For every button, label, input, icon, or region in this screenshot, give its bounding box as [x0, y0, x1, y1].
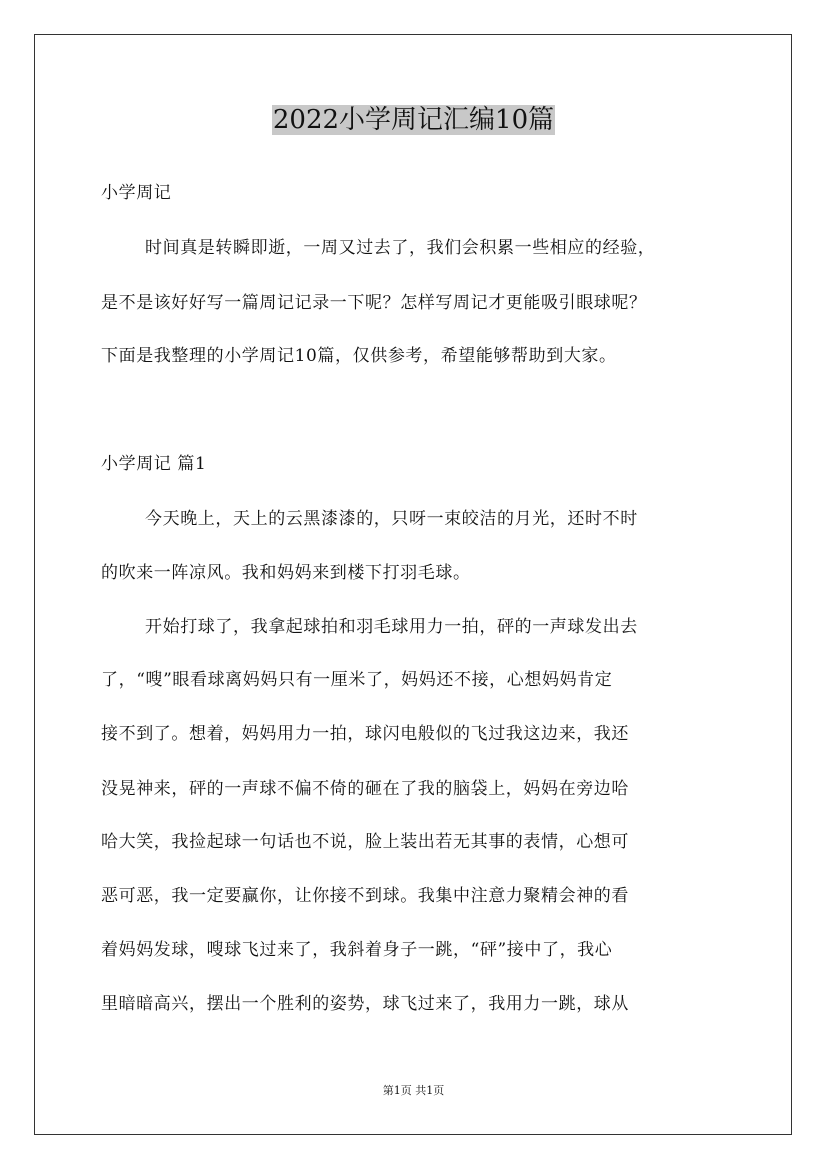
- paragraph-line: 今天晚上，天上的云黑漆漆的，只呀一束皎洁的月光，还时不时: [145, 509, 638, 529]
- paragraph-line: 哈大笑，我捡起球一句话也不说，脸上装出若无其事的表情，心想可: [101, 832, 629, 852]
- paragraph-line: 着妈妈发球，嗖球飞过来了，我斜着身子一跳，“砰”接中了，我心: [101, 940, 613, 960]
- paragraph-line: 开始打球了，我拿起球拍和羽毛球用力一拍，砰的一声球发出去: [145, 617, 638, 637]
- article-heading: 小学周记 篇1: [101, 454, 207, 474]
- paragraph-line: 里暗暗高兴，摆出一个胜利的姿势，球飞过来了，我用力一跳，球从: [101, 994, 629, 1014]
- page-footer: 第1页 共1页: [382, 1084, 445, 1097]
- document-title: [0, 100, 827, 140]
- section-heading: 小学周记: [101, 183, 172, 203]
- paragraph-line: 恶可恶，我一定要赢你，让你接不到球。我集中注意力聚精会神的看: [101, 886, 629, 906]
- paragraph-line: 了，“嗖”眼看球离妈妈只有一厘米了，妈妈还不接，心想妈妈肯定: [101, 670, 613, 690]
- paragraph-line: 没晃神来，砰的一声球不偏不倚的砸在了我的脑袋上，妈妈在旁边哈: [101, 779, 629, 799]
- intro-line: 是不是该好好写一篇周记记录一下呢？怎样写周记才更能吸引眼球呢？: [101, 293, 647, 313]
- intro-line: 下面是我整理的小学周记10篇，仅供参考，希望能够帮助到大家。: [101, 346, 617, 366]
- intro-line: 时间真是转瞬即逝，一周又过去了，我们会积累一些相应的经验，: [145, 238, 656, 258]
- paragraph-line: 的吹来一阵凉风。我和妈妈来到楼下打羽毛球。: [101, 563, 471, 583]
- document-title-text: 2022小学周记汇编10篇: [272, 105, 555, 135]
- paragraph-line: 接不到了。想着，妈妈用力一拍，球闪电般似的飞过我这边来，我还: [101, 724, 629, 744]
